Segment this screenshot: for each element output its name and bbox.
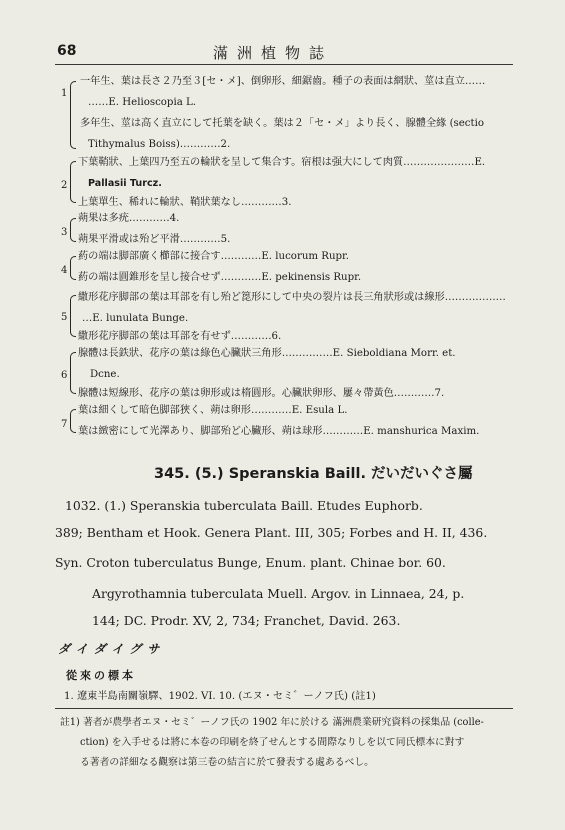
key-line: ……E. Helioscopia L. xyxy=(88,97,197,108)
key-line: 繖形花序脚部の葉は耳部を有し殆ど箆形にして中央の裂片は長三角狀形或は線形……………… xyxy=(78,292,506,303)
key-line: 下葉鞘狀、上葉四乃至五の輪狀を呈して集合す。宿根は强大にして肉質…………………E. xyxy=(78,157,486,168)
species-entry-line: 389; Bentham et Hook. Genera Plant. III, 305; Forbes and H. II, 436. xyxy=(55,525,488,540)
key-brace xyxy=(70,409,76,433)
key-number: 7 xyxy=(61,419,68,430)
key-brace xyxy=(70,218,76,242)
key-line: 多年生、莖は高く直立にして托葉を缺く。葉は２「セ・メ」より長く、腺體全緣 (sectio xyxy=(80,118,484,129)
genus-heading: 345. (5.) Speranskia Baill. だいだいぐさ屬 xyxy=(154,466,473,482)
key-line: 上葉單生、稀れに輪狀、鞘狀葉なし…………3. xyxy=(78,197,292,208)
specimen-record: 1. 遼東半島南關嶺驛、1902. VI. 10. (エヌ・セミ゛ーノフ氏) (註1) xyxy=(64,691,376,702)
running-title: 滿洲植物誌 xyxy=(213,44,334,62)
footnote-line: る著者の詳細なる觀察は第三卷の結言に於て發表する處あるべし。 xyxy=(80,757,374,768)
key-number: 4 xyxy=(61,265,68,276)
key-brace xyxy=(70,256,76,280)
key-line: 一年生、葉は長さ２乃至３[セ・メ]、倒卵形、細鋸齒。種子の表面は網狀、莖は直立…… xyxy=(80,76,486,87)
header-rule xyxy=(55,64,513,65)
key-line: 葉は緻密にして光澤あり、脚部殆ど心臟形、蒴は球形…………E. manshurica Maxim. xyxy=(78,426,480,437)
key-number: 2 xyxy=(61,180,68,191)
footnote-line: ction) を入手せるは將に本卷の印刷を終了せんとする間際なりしを以て同氏標本に對す xyxy=(80,737,465,748)
footnote-line: 註1) 著者が農學者エヌ・セミ゛ーノフ氏の 1902 年に於ける 滿洲農業研究資料の採集品 (colle- xyxy=(60,717,484,728)
key-number: 1 xyxy=(61,88,68,99)
key-line: 蒴果平滑或は殆ど平滑…………5. xyxy=(78,234,231,245)
key-line: 腺體は長鉄狀、花序の葉は綠色心臟狀三角形……………E. Sieboldiana Morr. et. xyxy=(78,348,456,359)
key-line: 葉は細くして暗色脚部狹く、蒴は卵形…………E. Esula L. xyxy=(78,405,348,416)
key-brace xyxy=(70,161,76,203)
species-entry-line: 1032. (1.) Speranskia tuberculata Baill. Etudes Euphorb. xyxy=(65,498,423,513)
page-number: 68 xyxy=(57,43,77,59)
key-line: 葯の端は脚部廣く櫛部に接合す…………E. lucorum Rupr. xyxy=(78,251,350,262)
key-line: 繖形花序脚部の葉は耳部を有せず…………6. xyxy=(78,331,282,342)
key-line: 葯の端は圓錐形を呈し接合せず…………E. pekinensis Rupr. xyxy=(78,272,362,283)
key-number: 5 xyxy=(61,312,68,323)
key-number: 6 xyxy=(61,370,68,381)
key-line: Dcne. xyxy=(90,369,120,380)
synonym-line: 144; DC. Prodr. XV, 2, 734; Franchet, David. 263. xyxy=(92,613,401,628)
key-brace xyxy=(70,295,76,337)
key-number: 3 xyxy=(61,227,68,238)
key-line: 蒴果は多疣…………4. xyxy=(78,213,180,224)
japanese-name: ダイダイグサ xyxy=(58,642,166,656)
key-line: Pallasii Turcz. xyxy=(88,178,162,189)
synonym-line: Syn. Croton tuberculatus Bunge, Enum. plant. Chinae bor. 60. xyxy=(55,555,446,570)
key-line: …E. lunulata Bunge. xyxy=(82,313,189,324)
key-line: Tithymalus Boiss)…………2. xyxy=(88,139,231,150)
key-brace xyxy=(70,352,76,394)
key-line: 腺體は短線形、花序の葉は卵形或は楕圓形。心臟狀卵形、屢々帶黃色…………7. xyxy=(78,388,445,399)
footnote-rule xyxy=(55,708,513,709)
synonym-line: Argyrothamnia tuberculata Muell. Argov. in Linnaea, 24, p. xyxy=(92,586,465,601)
specimens-heading: 從來の標本 xyxy=(66,669,136,682)
key-brace xyxy=(70,81,76,149)
